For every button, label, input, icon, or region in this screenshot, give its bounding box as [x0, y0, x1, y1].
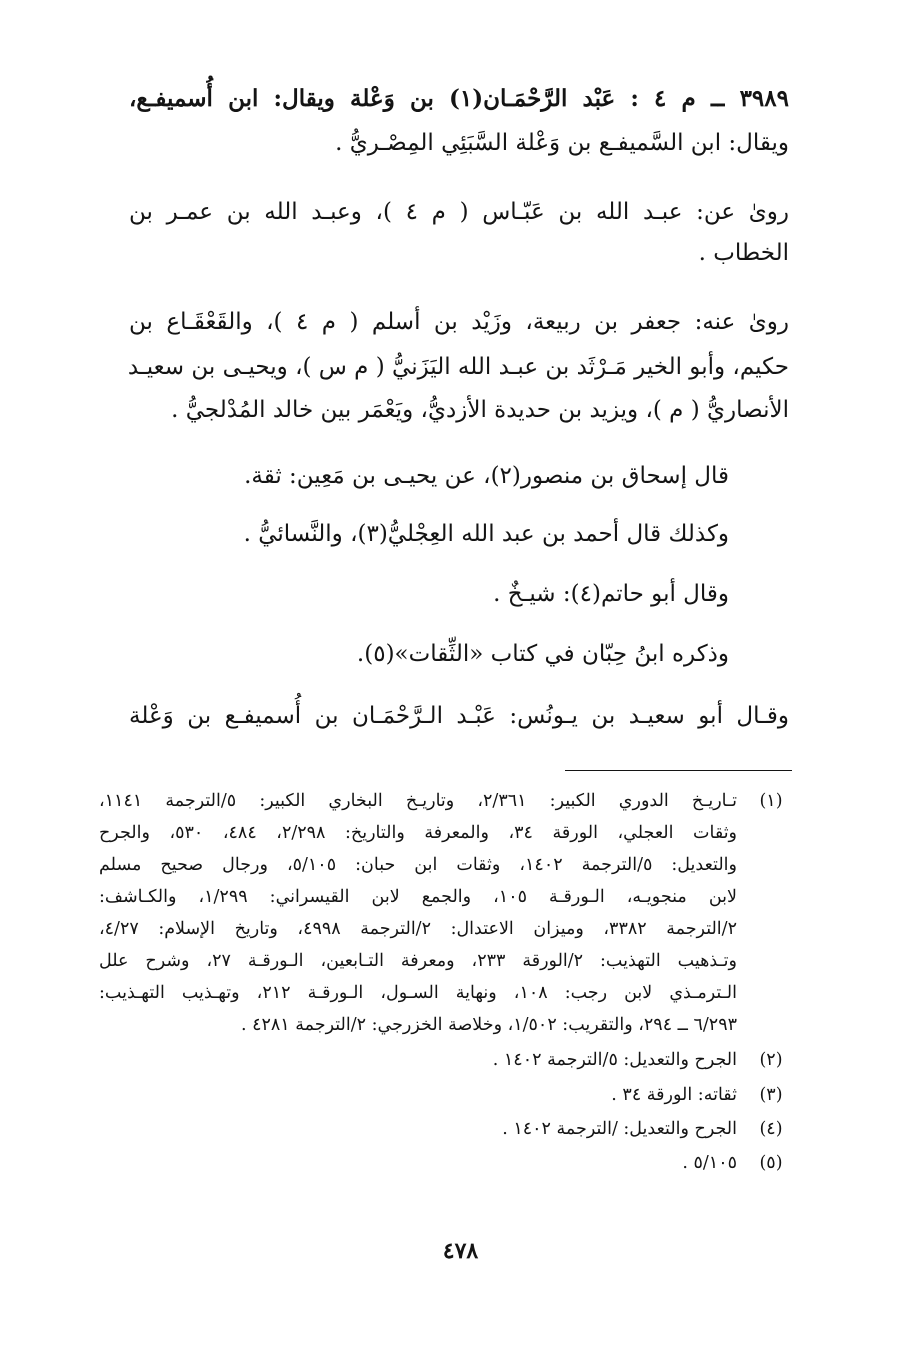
- quote-ijli: وكذلك قال أحمد بن عبد الله العِجْليُّ(٣)، والنَّسائيُّ .: [243, 521, 729, 547]
- riwaya-from-line-1: روىٰ عن: عبـد الله بن عَبّـاس ( م ٤ )، وعبـد الله بن عمـر بن: [129, 199, 789, 225]
- quote-ibn-hibban: وذكره ابنُ حِبّان في كتاب «الثِّقات»(٥).: [356, 641, 729, 667]
- footnote-text: الجرح والتعديل: ٥/الترجمة ١٤٠٢ .: [492, 1050, 737, 1070]
- page-number: ٤٧٨: [442, 1238, 479, 1264]
- footnote-text: الجرح والتعديل: /الترجمة ١٤٠٢ .: [502, 1119, 737, 1139]
- riwaya-from-line-2: الخطاب .: [698, 240, 789, 266]
- entry-line-1: ٣٩٨٩ ــ م ٤ : عَبْد الرَّحْمَـان(١) بن وَعْلة ويقال: ابن أُسميفـع،: [129, 85, 789, 112]
- quote-abu-hatim: وقال أبو حاتم(٤): شيـخٌ .: [493, 581, 729, 607]
- footnote-1-line-5: ٢/الترجمة ٣٣٨٢، وميزان الاعتدال: ٢/الترجمة ٤٩٩٨، وتاريخ الإسلام: ٤/٢٧،: [99, 919, 737, 939]
- narrators-line-3: الأنصاريُّ ( م )، ويزيد بن حديدة الأزديُّ، ويَعْمَر بين خالد المُدْلجيُّ .: [171, 397, 789, 423]
- footnote-text: تـاريـخ الدوري الكبير: ٢/٣٦١، وتاريـخ البخاري الكبير: ٥/الترجمة ١١٤١،: [99, 791, 737, 811]
- footnote-divider: [565, 770, 792, 771]
- entry-line-2: ويقال: ابن السَّميفـع بن وَعْلة السَّبَئِي المِصْـريُّ .: [335, 130, 789, 156]
- footnote-number: (٥): [759, 1153, 783, 1173]
- footnote-1-line-3: والتعديل: ٥/الترجمة ١٤٠٢، وثقات ابن حبان: ٥/١٠٥، ورجال صحيح مسلم: [99, 855, 737, 875]
- narrators-line-2: حكيم، وأبو الخير مَـرْثَد بن عبـد الله اليَزَنيُّ ( م س )، ويحيـى بن سعيـد: [127, 354, 789, 380]
- quote-ishaq: قال إسحاق بن منصور(٢)، عن يحيـى بن مَعِين: ثقة.: [244, 463, 729, 489]
- footnote-text: ٥/١٠٥ .: [682, 1153, 737, 1173]
- footnote-number: (٤): [759, 1119, 783, 1139]
- narrators-line-1: روىٰ عنه: جعفر بن ربيعة، وزَيْد بن أسلم ( م ٤ )، والقَعْقَـاع بن: [129, 309, 789, 335]
- footnote-1-line-4: لابن منجويـه، الـورقـة ١٠٥، والجمع لابن القيسراني: ١/٢٩٩، والكـاشف:: [99, 887, 737, 907]
- footnote-number: (١): [759, 791, 783, 811]
- footnote-1-line-6: وتـذهيب التهذيب: ٢/الورقة ٢٣٣، ومعرفة التـابعين، الـورقـة ٢٧، وشرح علل: [99, 951, 737, 971]
- footnote-1-line-2: وثقات العجلي، الورقة ٣٤، والمعرفة والتاريخ: ٢/٢٩٨، ٤٨٤، ٥٣٠، والجرح: [99, 823, 738, 843]
- footnote-1-line-8: ٦/٢٩٣ ــ ٢٩٤، والتقريب: ١/٥٠٢، وخلاصة الخزرجي: ٢/الترجمة ٤٢٨١ .: [240, 1015, 737, 1035]
- quote-ibn-yunus: وقـال أبو سعيـد بن يـونُس: عَبْـد الـرَّحْمَـان بن أُسميفـع بن وَعْلة: [129, 703, 789, 729]
- footnote-text: ثقاته: الورقة ٣٤ .: [611, 1085, 737, 1105]
- footnote-1-line-7: الـترمـذي لابن رجب: ١٠٨، ونهاية السـول، الـورقـة ٢١٢، وتهـذيب التهـذيب:: [99, 983, 737, 1003]
- footnote-number: (٣): [759, 1085, 783, 1105]
- footnote-number: (٢): [759, 1050, 783, 1070]
